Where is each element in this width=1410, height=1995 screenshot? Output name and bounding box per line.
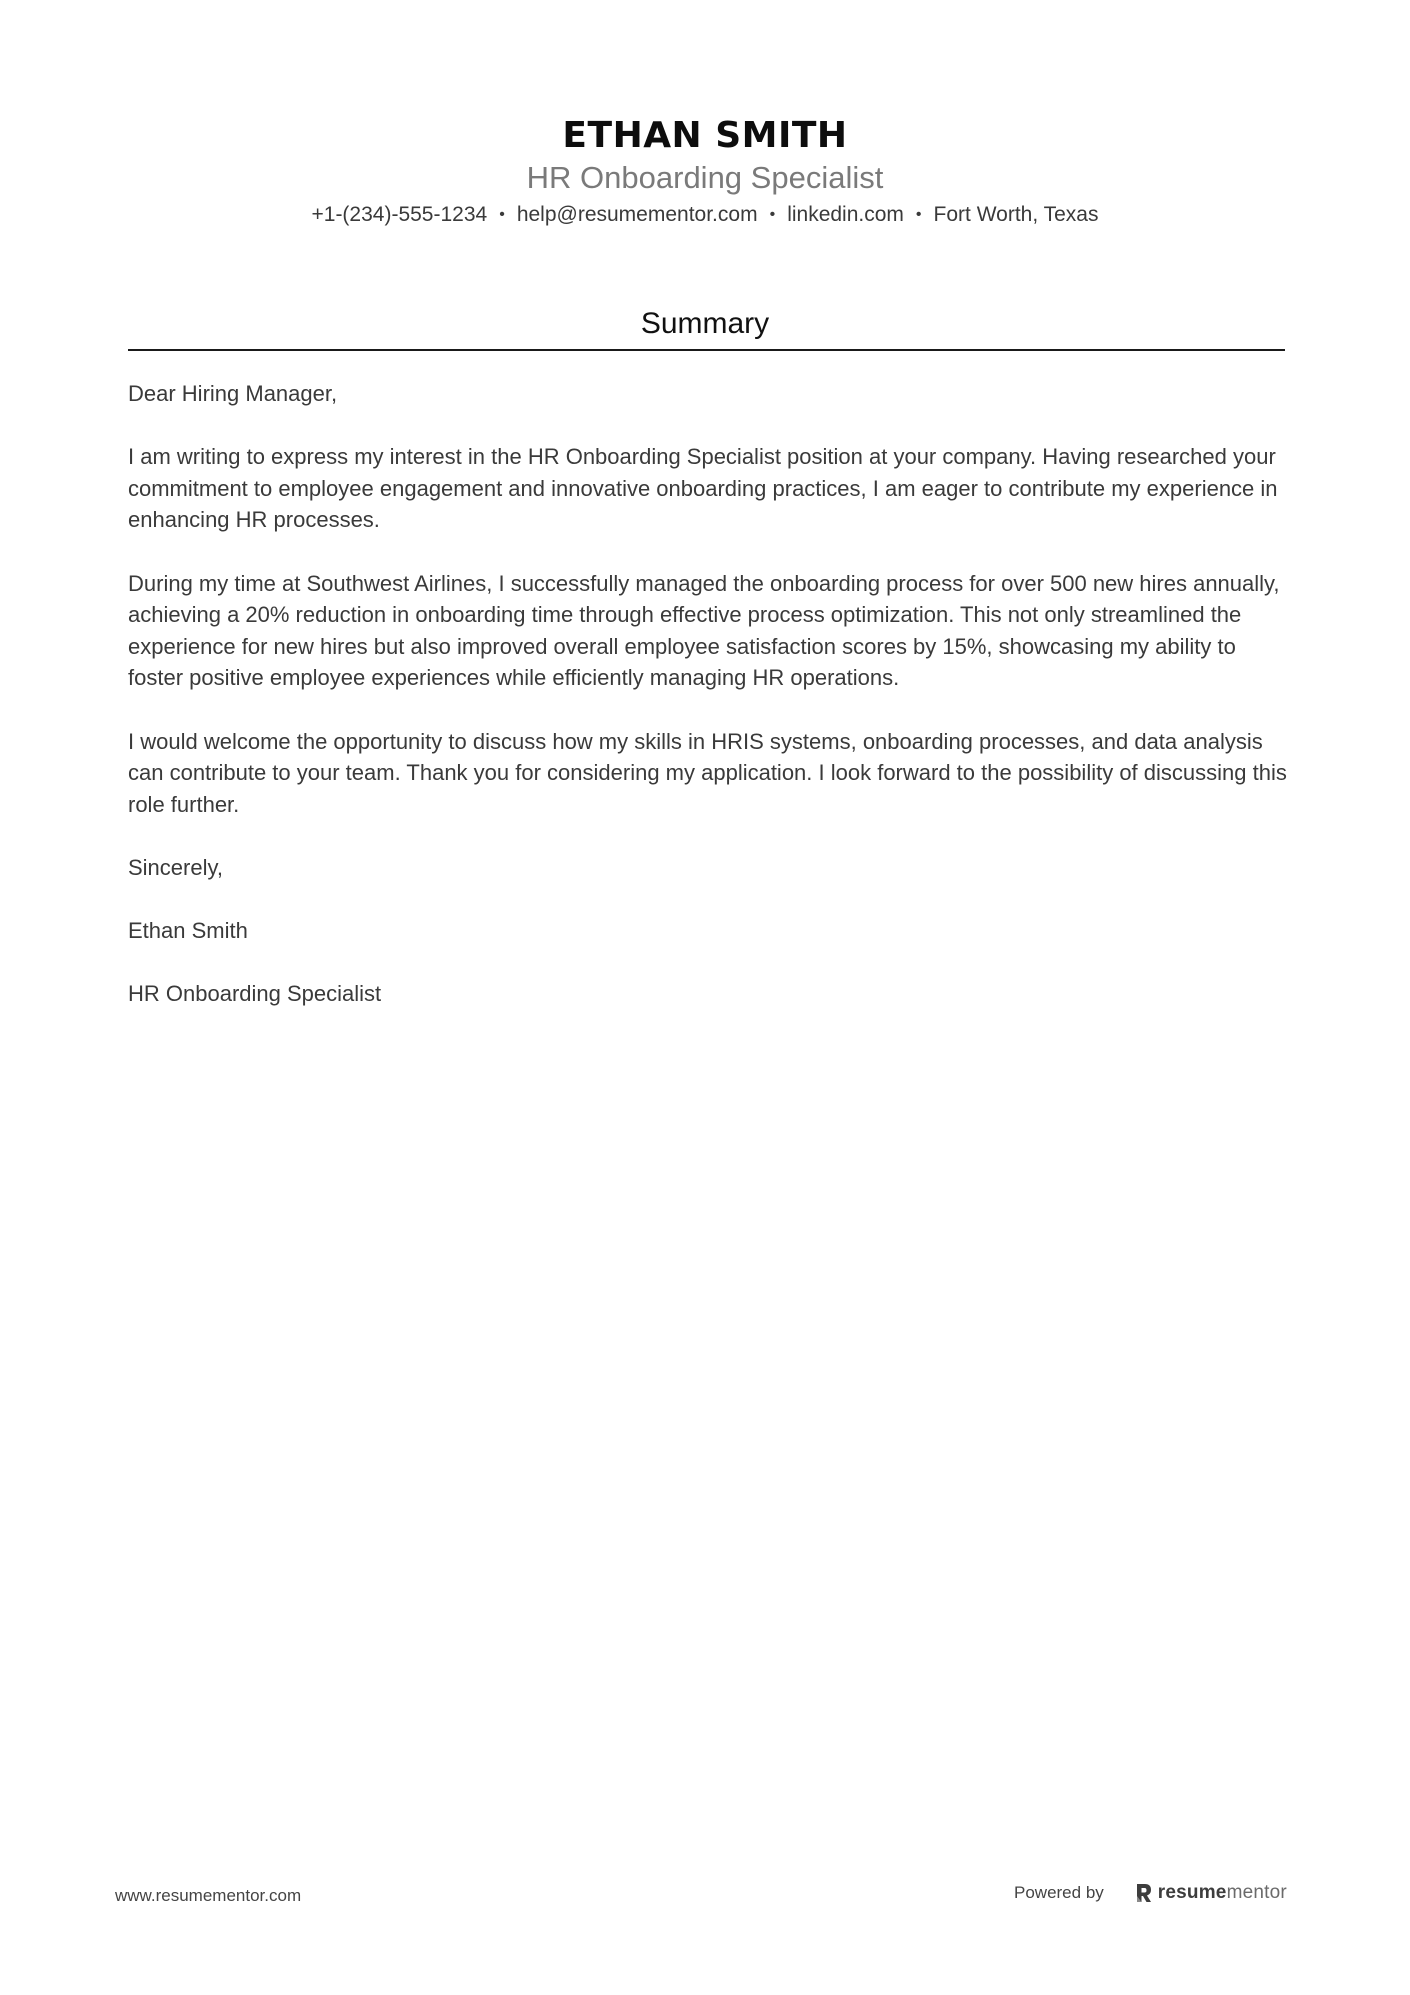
letter-paragraph: I would welcome the opportunity to discuss how my skills in HRIS systems, onboarding processes, and data analysis can contribute to your team. Thank you for considering my application. I look forward to the possibility of discussing this role further. [128,728,1287,817]
resume-header [0,112,1410,230]
section-heading-summary: Summary [640,307,770,340]
resumementor-logo-icon [1134,1882,1154,1904]
cover-letter-body [128,378,1288,1041]
candidate-name: ETHAN SMITH [562,115,848,156]
separator-dot: • [915,206,922,223]
job-title: HR Onboarding Specialist [526,160,884,195]
brand-wordmark-bold: resume [1157,1882,1227,1903]
section-divider [128,349,1285,351]
brand-wordmark-light: mentor [1226,1882,1287,1903]
phone-number: +1-(234)-555-1234 [311,203,488,226]
closing: Sincerely, [128,854,223,880]
location: Fort Worth, Texas [933,203,1099,226]
signature-name: Ethan Smith [128,918,248,944]
separator-dot: • [769,206,776,223]
footer-branding [1014,1882,1287,1904]
letter-paragraph: I am writing to express my interest in the HR Onboarding Specialist position at your company. Having researched your commitment to employee engagement and innovative onboarding practices, I am eager to contribute my experience in enhancing HR processes. [128,444,1278,533]
footer-website-link[interactable]: www.resumementor.com [115,1886,302,1905]
email-link[interactable]: help@resumementor.com [516,203,758,226]
contact-line [0,200,1410,230]
powered-by-label: Powered by [1014,1883,1104,1902]
separator-dot: • [499,206,505,223]
salutation: Dear Hiring Manager, [128,381,338,406]
letter-paragraph: During my time at Southwest Airlines, I successfully managed the onboarding process for over 500 new hires annually, achieving a 20% reduction in onboarding time through effective process optimization. This not only streamlined the experience for new hires but also improved overall employee satisfaction scores by 15%, showcasing my ability to foster positive employee experiences while efficiently managing HR operations. [128,570,1280,691]
signature-title: HR Onboarding Specialist [128,981,382,1007]
linkedin-link[interactable]: linkedin.com [787,203,904,226]
brand-wordmark[interactable] [1158,1882,1287,1904]
